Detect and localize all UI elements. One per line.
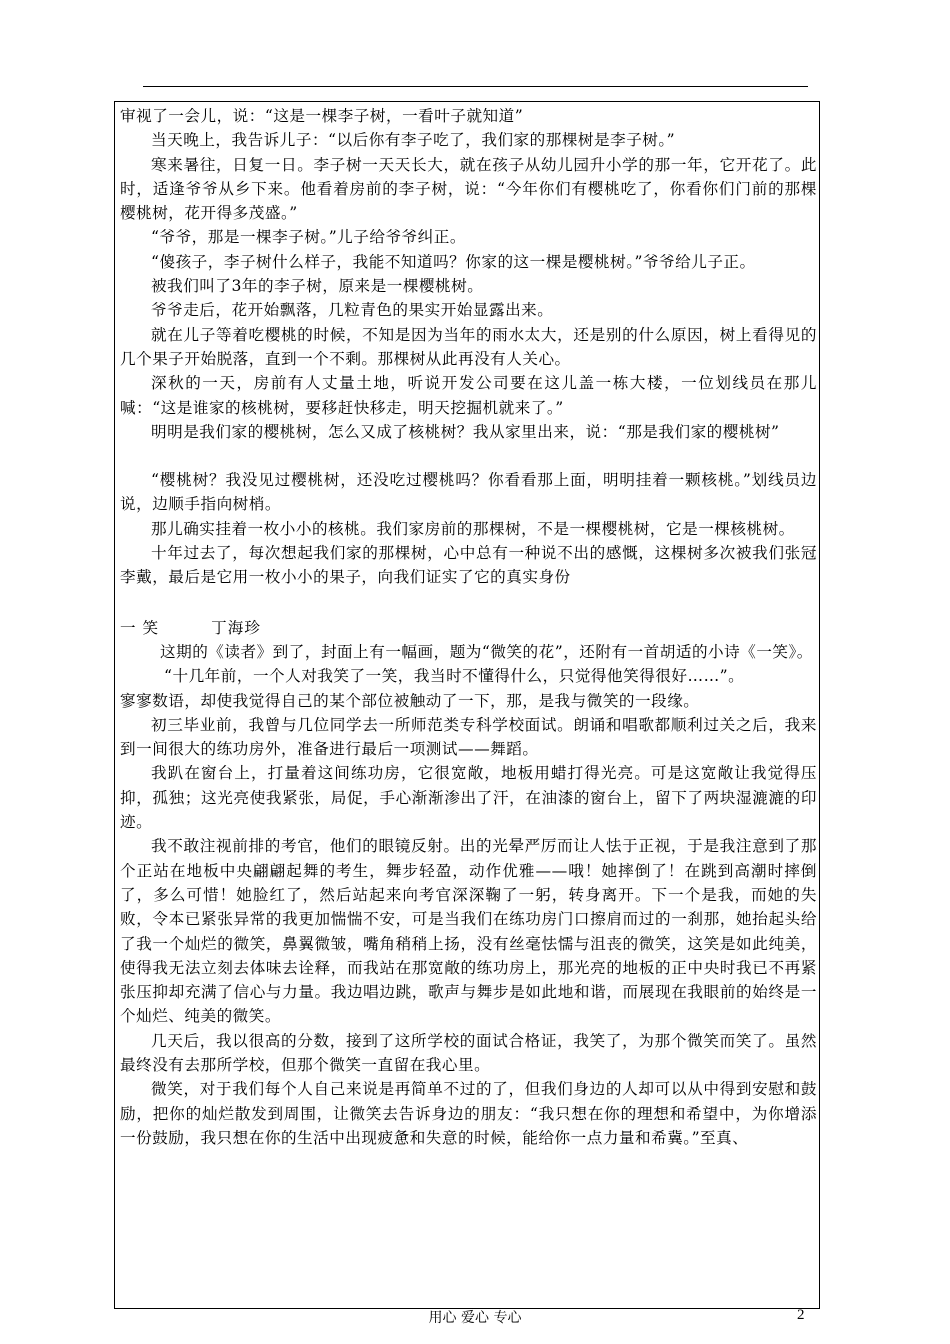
header-rule [143, 86, 808, 87]
paragraph: “爷爷，那是一棵李子树。”儿子给爷爷纠正。 [151, 228, 466, 247]
paragraph: “傻孩子，李子树什么样子，我能不知道吗？你家的这一棵是樱桃树。”爷爷给儿子正。 [151, 252, 756, 271]
paragraph: 十年过去了，每次想起我们家的那棵树，心中总有一种说不出的感慨，这棵树多次被我们张冠李戴，最后是它用一枚小小的果子，向我们证实了它的真实身份 [120, 544, 817, 587]
story-title [120, 616, 817, 640]
paragraph: 这期的《读者》到了，封面上有一幅画，题为“微笑的花”，还附有一首胡适的小诗《一笑》。 [160, 642, 813, 661]
paragraph: “十几年前，一个人对我笑了一笑，我当时不懂得什么，只觉得他笑得很好……”。 [164, 667, 745, 686]
section-gap [120, 590, 817, 616]
paragraph: 寥寥数语，却使我觉得自己的某个部位被触动了一下，那，是我与微笑的一段缘。 [120, 691, 700, 710]
footer-slogan: 用心 爱心 专心 [428, 1310, 522, 1326]
story-author: 丁海珍 [211, 618, 261, 637]
paragraph: 就在儿子等着吃樱桃的时候，不知是因为当年的雨水太大，还是别的什么原因，树上看得见的几个果子开始脱落，直到一个不剩。那棵树从此再没有人关心。 [120, 325, 817, 368]
paragraph: 那儿确实挂着一枚小小的核桃。我们家房前的那棵树，不是一棵樱桃树，它是一棵核桃树。 [151, 519, 795, 538]
paragraph: 爷爷走后，花开始飘落，几粒青色的果实开始显露出来。 [151, 301, 554, 320]
paragraph-gap [120, 444, 817, 468]
paragraph: 寒来暑往，日复一日。李子树一天天长大，就在孩子从幼儿园升小学的那一年，它开花了。此时，适逢爷爷从乡下来。他看着房前的李子树，说：“今年你们有樱桃吃了，你看你们门前的那棵樱桃树，花开得多茂盛。” [120, 155, 817, 223]
page-number: 2 [797, 1307, 805, 1323]
paragraph: 我趴在窗台上，打量着这间练功房，它很宽敞，地板用蜡打得光亮。可是这宽敞让我觉得压抑，孤独；这光亮使我紧张，局促，手心渐渐渗出了汗，在油漆的窗台上，留下了两块湿漉漉的印迹。 [120, 764, 817, 832]
paragraph: 深秋的一天，房前有人丈量土地，听说开发公司要在这儿盖一栋大楼，一位划线员在那儿喊：“这是谁家的核桃树，要移赶快移走，明天挖掘机就来了。” [120, 374, 817, 417]
paragraph: “樱桃树？我没见过樱桃树，还没吃过樱桃吗？你看看那上面，明明挂着一颗核桃。”划线员边说，边顺手指向树梢。 [120, 471, 817, 514]
story-title-text: 一 笑 [120, 618, 160, 637]
paragraph: 审视了一会儿，说：“这是一棵李子树，一看叶子就知道” [120, 107, 524, 125]
document-body [120, 104, 817, 1150]
paragraph: 几天后，我以很高的分数，接到了这所学校的面试合格证，我笑了，为那个微笑而笑了。虽然最终没有去那所学校，但那个微笑一直留在我心里。 [120, 1031, 817, 1074]
paragraph: 明明是我们家的樱桃树，怎么又成了核桃树？我从家里出来，说：“那是我们家的樱桃树” [151, 422, 780, 441]
paragraph: 初三毕业前，我曾与几位同学去一所师范类专科学校面试。朗诵和唱歌都顺利过关之后，我来到一间很大的练功房外，准备进行最后一项测试——舞蹈。 [120, 715, 817, 759]
paragraph: 被我们叫了3年的李子树，原来是一棵樱桃树。 [151, 277, 484, 296]
paragraph: 我不敢注视前排的考官，他们的眼镜反射。出的光晕严厉而让人怯于正视，于是我注意到了那个正站在地板中央翩翩起舞的考生，舞步轻盈，动作优雅——哦！她摔倒了！在跳到高潮时摔倒了，多么可惜！她脸红了，然后站起来向考官深深鞠了一躬，转身离开。下一个是我，而她的失败，令本已紧张异常的我更加惴惴不安，可是当我们在练功房门口擦肩而过的一刹那，她抬起头给了我一个灿烂的微笑，鼻翼微皱，嘴角稍稍上扬，没有丝毫怯懦与沮丧的微笑，这笑是如此纯美，使得我无法立刻去体味去诠释，而我站在那宽敞的练功房上，那光亮的地板的正中央时我已不再紧张压抑却充满了信心与力量。我边唱边跳，歌声与舞步是如此地和谐，而展现在我眼前的始终是一个灿烂、纯美的微笑。 [120, 837, 817, 1026]
paragraph: 当天晚上，我告诉儿子：“以后你有李子吃了，我们家的那棵树是李子树。” [151, 131, 676, 150]
paragraph: 微笑，对于我们每个人自己来说是再简单不过的了，但我们身边的人却可以从中得到安慰和鼓励，把你的灿烂散发到周围，让微笑去告诉身边的朋友：“我只想在你的理想和希望中，为你增添一份鼓励，我只想在你的生活中出现疲惫和失意的时候，能给你一点力量和希冀。”至真、 [120, 1080, 817, 1147]
